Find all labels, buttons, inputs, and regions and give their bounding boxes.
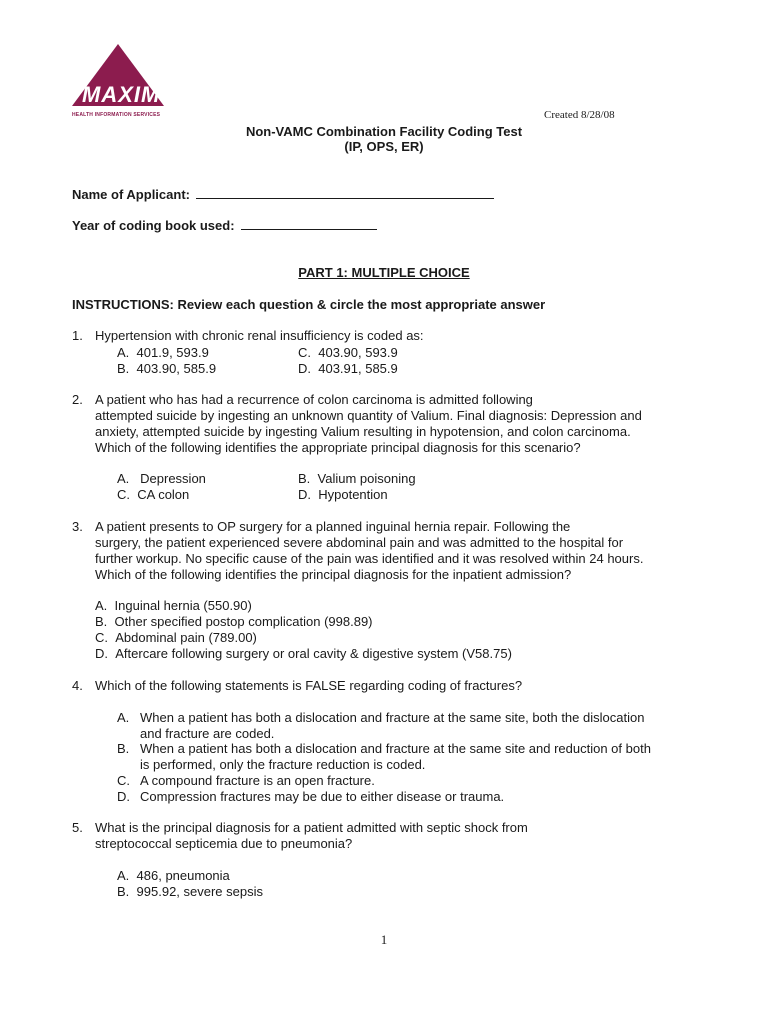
instructions: INSTRUCTIONS: Review each question & circle the most appropriate answer	[72, 297, 546, 312]
q2-option-a[interactable]: A. Depression	[117, 471, 206, 486]
page-number: 1	[380, 932, 388, 947]
logo-subtext: HEALTH INFORMATION SERVICES	[72, 112, 161, 118]
q1-option-c[interactable]: C. 403.90, 593.9	[298, 345, 398, 360]
q3-option-d[interactable]: D. Aftercare following surgery or oral cavity & digestive system (V58.75)	[95, 646, 512, 661]
applicant-name-row	[72, 186, 494, 202]
coding-year-row	[72, 217, 377, 233]
part1-heading: PART 1: MULTIPLE CHOICE	[298, 265, 470, 280]
q1-option-d[interactable]: D. 403.91, 585.9	[298, 361, 398, 376]
q2-option-d[interactable]: D. Hypotention	[298, 487, 388, 502]
q5-option-b[interactable]: B. 995.92, severe sepsis	[117, 884, 263, 899]
q2-option-c[interactable]: C. CA colon	[117, 487, 190, 502]
q3-option-c[interactable]: C. Abdominal pain (789.00)	[95, 630, 257, 645]
q2-option-b[interactable]: B. Valium poisoning	[298, 471, 416, 486]
applicant-name-field[interactable]	[196, 186, 494, 199]
test-title: Non-VAMC Combination Facility Coding Test	[245, 124, 523, 139]
coding-year-label: Year of coding book used:	[72, 218, 235, 233]
q1-option-b[interactable]: B. 403.90, 585.9	[117, 361, 217, 376]
test-subtitle: (IP, OPS, ER)	[344, 139, 424, 154]
q1-option-a[interactable]: A. 401.9, 593.9	[117, 345, 209, 360]
q5-option-a[interactable]: A. 486, pneumonia	[117, 868, 230, 883]
maxim-logo	[70, 44, 190, 124]
applicant-label: Name of Applicant:	[72, 187, 190, 202]
q3-option-b[interactable]: B. Other specified postop complication (998.89)	[95, 614, 373, 629]
coding-year-field[interactable]	[241, 217, 377, 230]
q3-option-a[interactable]: A. Inguinal hernia (550.90)	[95, 598, 252, 613]
logo-text: MAXIM	[82, 82, 161, 107]
created-date: Created 8/28/08	[544, 109, 615, 121]
